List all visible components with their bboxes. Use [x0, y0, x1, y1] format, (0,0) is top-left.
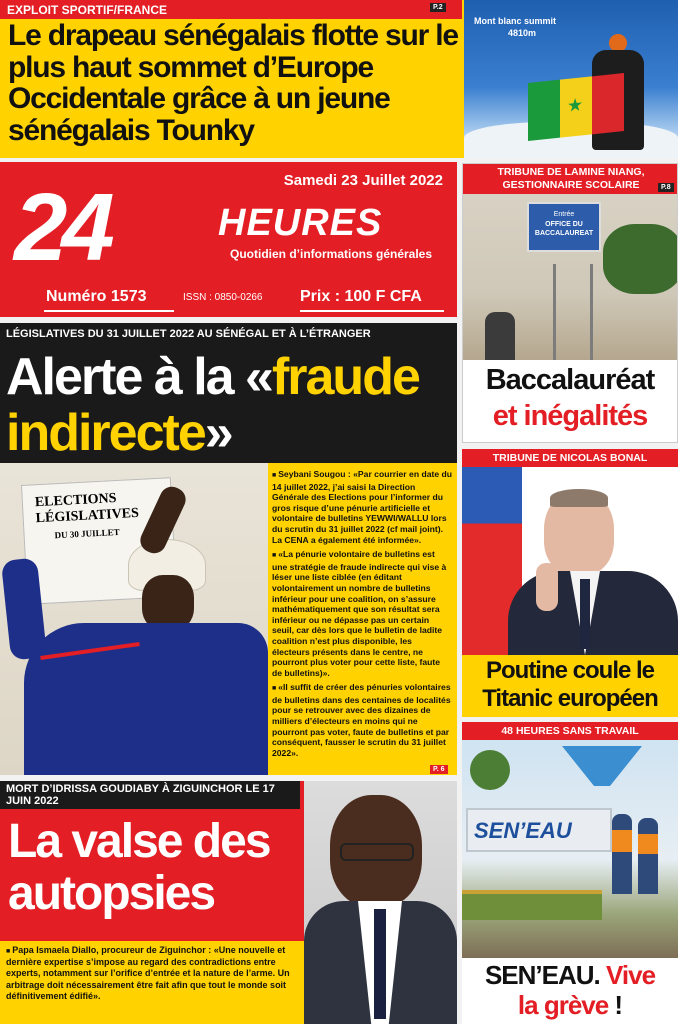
tribune-bonal-title-1: Poutine coule le	[485, 657, 655, 684]
water-tower	[562, 746, 642, 786]
worker-1-vest	[612, 830, 632, 852]
top-story-kicker: EXPLOIT SPORTIF/FRANCE	[7, 3, 168, 17]
putin-tie	[580, 579, 590, 649]
main-story-kicker: LÉGISLATIVES DU 31 JUILLET 2022 AU SÉNÉGAL ET À L’ÉTRANGER	[6, 328, 371, 340]
masthead[interactable]	[0, 162, 457, 317]
putin-hand	[536, 563, 558, 611]
tribune-niang-kicker: TRIBUNE DE LAMINE NIANG, GESTIONNAIRE SCOLAIRE	[497, 166, 645, 191]
worker-2	[638, 818, 658, 894]
main-paragraph-1: ■ Seybani Sougou : «Par courrier en date du 14 juillet 2022, j’ai saisi la Direction Générale des Elections pour l’informer du gros risque d’une pénurie artificielle et volontaire de bulletins YEWWI/WALLU lors du scrutin du 31 juillet 2022 (cf mail joint). La CENA a également été informée».	[272, 469, 452, 545]
senegal-flag: ★	[528, 73, 624, 141]
seneau-title-part2: Vive	[606, 960, 656, 990]
photo-caption-line1: Mont blanc summit	[474, 16, 557, 26]
masthead-rule-right	[300, 310, 444, 312]
goudiaby-photo	[304, 781, 457, 1024]
goudiaby-paragraph: ■ Papa Ismaela Diallo, procureur de Ziguinchor : «Une nouvelle et dernière expertise s’impose au regard des contradictions entre experts, notamment sur l’orifice d’entrée et la nature de l’arme. Un arbitrage doit nécessairement être fait afin que tout le monde soit définitivement édifié».	[6, 945, 298, 1002]
masthead-rule-left	[44, 310, 174, 312]
seneau-title-line2-a: la grève	[517, 990, 609, 1020]
top-story[interactable]	[0, 0, 678, 158]
putin-hair	[550, 489, 608, 507]
top-story-kicker-bar	[0, 0, 462, 19]
seneau-kicker-bar	[462, 722, 678, 740]
sign-line2: OFFICE DU BACCALAUREAT	[534, 221, 594, 237]
sign-line1: Entrée	[553, 211, 575, 218]
seneau-title-line1	[462, 960, 678, 990]
prosecutor-glasses	[340, 843, 414, 861]
main-headline-line1	[6, 349, 419, 405]
office-sign	[527, 202, 601, 252]
prosecutor-tie	[374, 909, 386, 1019]
seneau-photo	[462, 740, 678, 958]
goudiaby-kicker-bar	[0, 781, 300, 809]
main-story-page: P. 6	[430, 765, 448, 774]
masthead-logo-word: HEURES	[218, 202, 383, 244]
top-story-headline: Le drapeau sénégalais flotte sur le plus haut sommet d’Europe Occidentale grâce à un jeune sénégalais Tounky	[8, 19, 458, 147]
seneau-logo: SEN’EAU	[474, 818, 572, 843]
seneau-sign	[466, 808, 612, 852]
goudiaby-headline-2: autopsies	[8, 867, 215, 920]
top-story-photo	[464, 0, 678, 158]
tribune-bonal-title-2: Titanic européen	[482, 685, 658, 712]
tribune-bonal-photo	[462, 467, 678, 655]
worker-2-vest	[638, 834, 658, 854]
photo-caption-line2: 4810m	[508, 28, 537, 38]
main-paragraph-2: ■ «La pénurie volontaire de bulletins est une stratégie de fraude indirecte qui vise à léser une liste ciblée (en éditant volontairement un nombre de bulletins inférieur pour une coalition, on s’assure mathématiquement que son résultat sera inférieur ou ne dépasse pas un certain seuil, car dès lors que le bulletin de ladite coalition n’est plus disponible, les électeurs présents dans le centre, ne pourront plus voter pour cette liste, faute de bulletins)».	[272, 549, 452, 678]
masthead-tagline: Quotidien d’informations générales	[230, 247, 433, 261]
masthead-price: Prix : 100 F CFA	[300, 288, 422, 305]
headline-part3: indirecte	[6, 404, 205, 462]
seneau-title-part1: SEN’EAU.	[484, 960, 600, 990]
seneau-story[interactable]	[462, 722, 678, 1024]
tribune-niang-photo	[463, 194, 677, 360]
seneau-title-line2-b: !	[608, 990, 623, 1020]
headline-part4: »	[204, 404, 232, 462]
main-story-photo	[0, 463, 268, 775]
poster-line2: LÉGISLATIVES	[35, 505, 140, 527]
flower-bed	[462, 890, 602, 920]
palm-tree	[470, 750, 510, 790]
seneau-kicker: 48 HEURES SANS TRAVAIL	[501, 725, 639, 737]
main-story-text	[272, 469, 452, 758]
tribune-bonal-kicker-bar	[462, 449, 678, 467]
main-story-kicker-bar	[0, 323, 457, 345]
worker-1	[612, 814, 632, 894]
masthead-logo-number: 24	[14, 174, 109, 281]
tribune-niang-kicker-bar	[463, 164, 677, 194]
top-story-page: P.2	[430, 3, 446, 12]
gate	[553, 264, 593, 360]
headline-part2: fraude	[271, 348, 419, 406]
tribune-niang-page: P.8	[658, 183, 674, 192]
masthead-issn: ISSN : 0850-0266	[183, 292, 263, 303]
seneau-title-line2	[462, 990, 678, 1020]
main-headline-box	[0, 345, 457, 463]
goudiaby-story[interactable]	[0, 781, 457, 1024]
poster-line3: DU 30 JUILLET	[54, 526, 120, 541]
headline-part1: Alerte à la «	[6, 348, 272, 406]
tree-foliage	[603, 224, 677, 294]
main-headline-line2	[6, 405, 232, 461]
tribune-bonal[interactable]	[462, 449, 678, 717]
tribune-niang-title-2: et inégalités	[492, 400, 648, 432]
man-body	[24, 623, 268, 775]
tribune-bonal-kicker: TRIBUNE DE NICOLAS BONAL	[492, 452, 648, 464]
tribune-niang[interactable]	[462, 163, 678, 443]
main-story[interactable]	[0, 323, 457, 775]
goudiaby-headline-1: La valse des	[8, 815, 270, 868]
main-paragraph-3: ■ «Il suffit de créer des pénuries volontaires de bulletins dans des centaines de localités pour se retrouver avec des dizaines de milliers d’électeurs en moins qui ne pourront pas voter, faute de bulletins et par conséquent, fausser le scrutin du 31 juillet 2022».	[272, 682, 452, 758]
masthead-issue: Numéro 1573	[46, 288, 147, 305]
masthead-date: Samedi 23 Juillet 2022	[283, 172, 443, 189]
goudiaby-text-box	[0, 941, 304, 1024]
poster-line1: ELECTIONS	[34, 491, 117, 511]
person-silhouette	[485, 312, 515, 360]
tribune-niang-title-1: Baccalauréat	[485, 364, 655, 396]
goudiaby-kicker: MORT D’IDRISSA GOUDIABY À ZIGUINCHOR LE 17 JUIN 2022	[6, 783, 275, 807]
